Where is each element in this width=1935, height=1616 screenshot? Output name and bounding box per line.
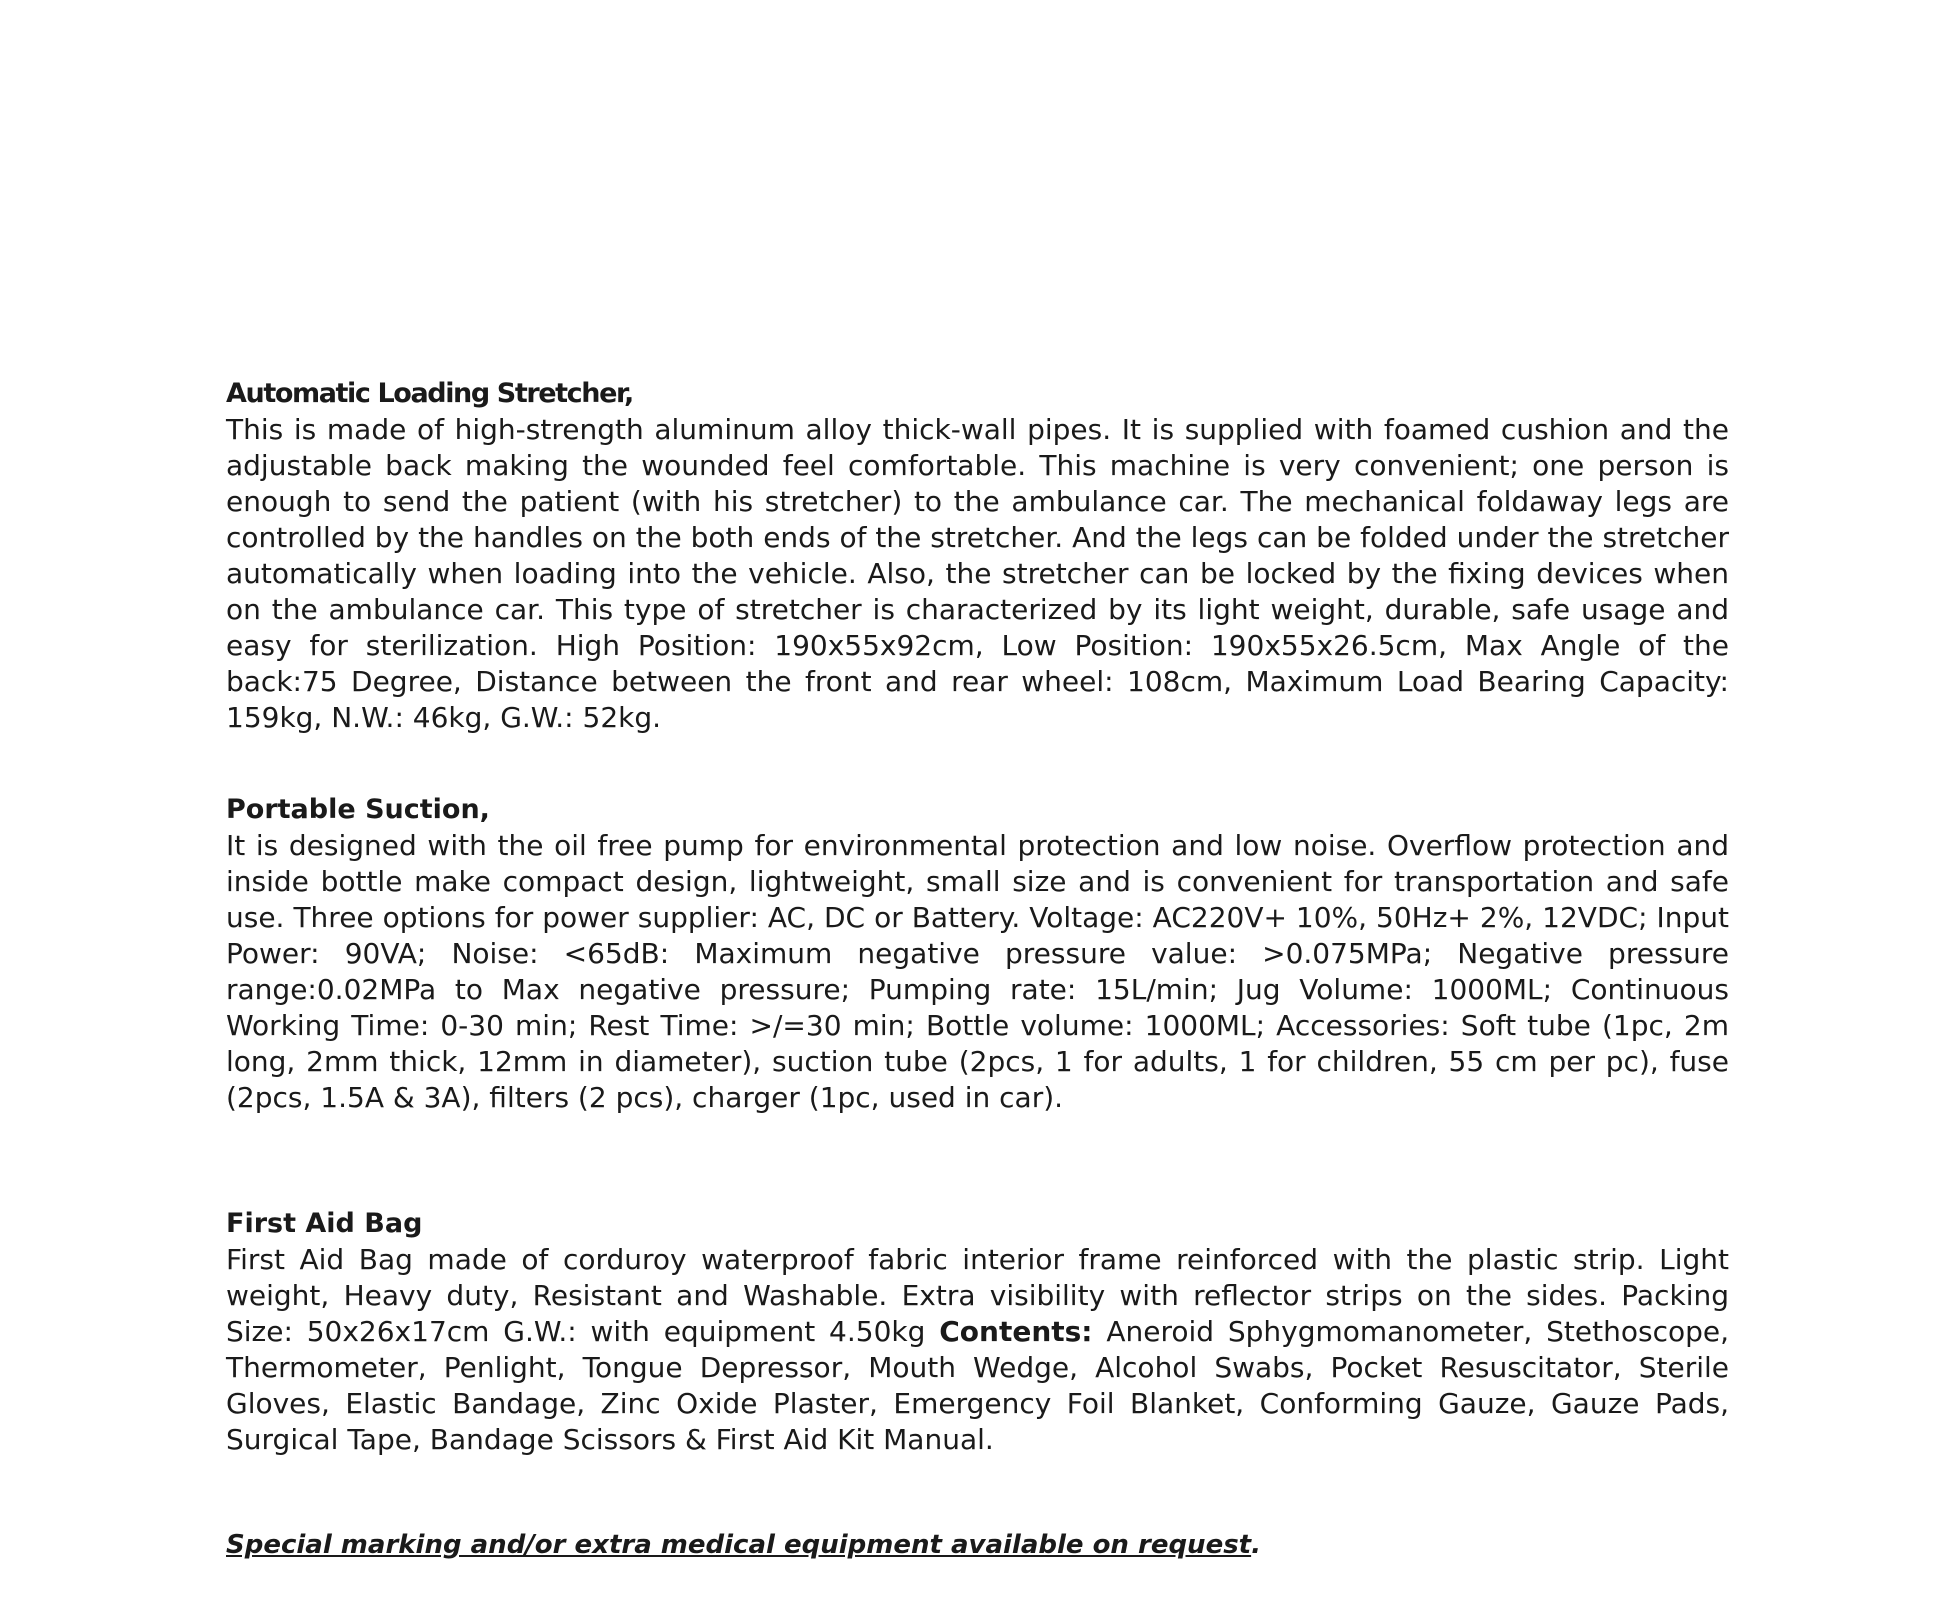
section-body-suction: It is designed with the oil free pump for environmental protection and low noise. Overflow protection and inside bottle make compact design, lightweight, small size and is convenient for transportation and safe use. Three options for power supplier: AC, DC or Battery. Voltage: AC220V+ 10%, 50Hz+ 2%, 12VDC; Input Power: 90VA; Noise: <65dB: Maximum negative pressure value: >0.075MPa; Negative pressure range:0.02MPa to Max negative pressure; Pumping rate: 15L/min; Jug Volume: 1000ML; Continuous Working Time: 0-30 min; Rest Time: >/=30 min; Bottle volume: 1000ML; Accessories: Soft tube (1pc, 2m long, 2mm thick, 12mm in diameter), suction tube (2pcs, 1 for adults, 1 for children, 55 cm per pc), fuse (2pcs, 1.5A & 3A), filters (2 pcs), charger (1pc, used in car). [226,829,1729,1114]
first-aid-body-before: First Aid Bag made of corduroy waterproof fabric interior frame reinforced with the plastic strip. Light weight, Heavy duty, Resistant and Washable. Extra visibility with reflector strips on the sides. Packing Size: 50x26x17cm G.W.: with equipment 4.50kg [226,1243,1729,1348]
section-suction [226,792,1729,1116]
first-aid-contents-label: Contents: [939,1315,1093,1348]
footer-note-period: . [1251,1530,1261,1560]
section-title-suction: Portable Suction, [226,794,490,825]
section-body-first-aid [226,1242,1729,1458]
section-first-aid [226,1206,1729,1458]
section-title-stretcher: Automatic Loading Stretcher, [226,378,633,409]
first-aid-body-after: Aneroid Sphygmomanometer, Stethoscope, Thermometer, Penlight, Tongue Depressor, Mouth Wedge, Alcohol Swabs, Pocket Resuscitator, Sterile Gloves, Elastic Bandage, Zinc Oxide Plaster, Emergency Foil Blanket, Conforming Gauze, Gauze Pads, Surgical Tape, Bandage Scissors & First Aid Kit Manual. [226,1315,1729,1456]
section-stretcher [226,376,1729,736]
section-title-first-aid: First Aid Bag [226,1208,423,1239]
footer-note-text: Special marking and/or extra medical equipment available on request [226,1530,1252,1560]
section-body-stretcher: This is made of high-strength aluminum alloy thick-wall pipes. It is supplied with foamed cushion and the adjustable back making the wounded feel comfortable. This machine is very convenient; one person is enough to send the patient (with his stretcher) to the ambulance car. The mechanical foldaway legs are controlled by the handles on the both ends of the stretcher. And the legs can be folded under the stretcher automatically when loading into the vehicle. Also, the stretcher can be locked by the fixing devices when on the ambulance car. This type of stretcher is characterized by its light weight, durable, safe usage and easy for sterilization. High Position: 190x55x92cm, Low Position: 190x55x26.5cm, Max Angle of the back:75 Degree, Distance between the front and rear wheel: 108cm, Maximum Load Bearing Capacity: 159kg, N.W.: 46kg, G.W.: 52kg. [226,413,1729,734]
footer-note [226,1528,1261,1562]
